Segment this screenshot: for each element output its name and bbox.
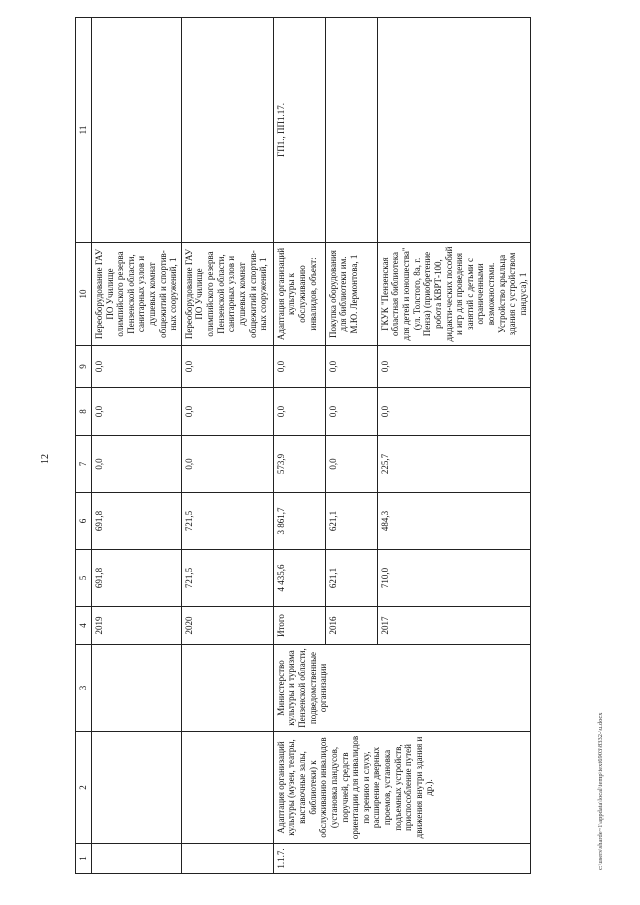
cell-col6: 3 861,7 <box>273 493 325 550</box>
header-cell: 10 <box>76 243 92 346</box>
cell-description: Адаптация организаций культуры к обслуживанию инвалидов, объект: <box>273 243 325 346</box>
header-cell: 11 <box>76 18 92 243</box>
cell-col8: 0,0 <box>273 388 325 436</box>
cell-col9: 0,0 <box>92 346 182 388</box>
cell-col11 <box>181 18 273 243</box>
header-cell: 7 <box>76 436 92 493</box>
cell-col8: 0,0 <box>325 388 377 436</box>
cell-col6: 484,3 <box>377 493 531 550</box>
cell-col9: 0,0 <box>377 346 531 388</box>
footer-file-path: c:\users\sharde~1\appdata\local\temp\text6903\8332-\u.docx <box>597 712 604 870</box>
cell-year: 2020 <box>181 607 273 645</box>
cell-col11 <box>325 18 377 243</box>
cell-col9: 0,0 <box>273 346 325 388</box>
table-row <box>181 18 273 874</box>
cell-col6: 621,1 <box>325 493 377 550</box>
cell-org <box>181 645 273 732</box>
cell-col7: 573,9 <box>273 436 325 493</box>
cell-col6: 721,5 <box>181 493 273 550</box>
rotated-table-container <box>75 18 615 874</box>
cell-col7: 0,0 <box>181 436 273 493</box>
header-cell: 4 <box>76 607 92 645</box>
cell-description: ГКУК "Пензенская областная библиотека для детей и юношества" (ул. Толстого, 8а, г. Пенза) (приобретение робота КВРТ-100, дидакти-ческих пособий и игр для проведения занятий с детьми с ограниченными возможностями. Устройство крыльца здания с устройством пандуса), 1 <box>377 243 531 346</box>
cell-col11 <box>92 18 182 243</box>
cell-col7: 0,0 <box>325 436 377 493</box>
cell-col8: 0,0 <box>92 388 182 436</box>
header-cell: 9 <box>76 346 92 388</box>
cell-col7: 225,7 <box>377 436 531 493</box>
header-cell: 3 <box>76 645 92 732</box>
cell-year: 2017 <box>377 607 531 645</box>
program-table <box>75 17 531 874</box>
cell-col9: 0,0 <box>325 346 377 388</box>
cell-total: 710,0 <box>377 550 531 607</box>
table-row <box>273 18 325 874</box>
cell-name <box>92 732 182 844</box>
cell-name <box>181 732 273 844</box>
header-row <box>76 18 92 874</box>
table-row <box>92 18 182 874</box>
header-cell: 1 <box>76 844 92 874</box>
cell-name: Адаптация организаций культуры (музеи, театры, выставочные залы, библиотеки) к обслуживанию инвалидов (установка пандусов, поручней, средств ориентации для инвалидов по зрению и слуху, расширение дверных проемов, установка подъемных устройств, приспособление путей движения внутри здания и др.). <box>273 732 531 844</box>
cell-col6: 691,8 <box>92 493 182 550</box>
cell-num <box>181 844 273 874</box>
cell-col11 <box>377 18 531 243</box>
page-number: 12 <box>40 454 51 464</box>
cell-col11: ГП1., ПП1.17. <box>273 18 325 243</box>
cell-num <box>92 844 182 874</box>
cell-description: Переоборудование ГАУ ПО Училище олимпийского резерва Пензенской области, санитарных узлов и душевых комнат общежитий и спортив-ных сооружений, 1 <box>92 243 182 346</box>
cell-org: Министерство культуры и туризма Пензенской области, подведомственные организации <box>273 645 531 732</box>
cell-description: Переоборудование ГАУ ПО Училище олимпийского резерва Пензенской области, санитарных узлов и душевых комнат общежитий и спортив-ных сооружений, 1 <box>181 243 273 346</box>
cell-year: 2019 <box>92 607 182 645</box>
header-cell: 2 <box>76 732 92 844</box>
cell-col8: 0,0 <box>181 388 273 436</box>
header-cell: 8 <box>76 388 92 436</box>
cell-year: 2016 <box>325 607 377 645</box>
cell-col7: 0,0 <box>92 436 182 493</box>
cell-total: 4 435,6 <box>273 550 325 607</box>
cell-org <box>92 645 182 732</box>
header-cell: 5 <box>76 550 92 607</box>
cell-total: 691,8 <box>92 550 182 607</box>
cell-description: Покупка оборудования для библиотеки им. М.Ю. Лермонтова, 1 <box>325 243 377 346</box>
cell-total: 721,5 <box>181 550 273 607</box>
cell-col9: 0,0 <box>181 346 273 388</box>
header-cell: 6 <box>76 493 92 550</box>
cell-total: 621,1 <box>325 550 377 607</box>
cell-num: 1.1.7. <box>273 844 531 874</box>
cell-year: Итого <box>273 607 325 645</box>
cell-col8: 0,0 <box>377 388 531 436</box>
